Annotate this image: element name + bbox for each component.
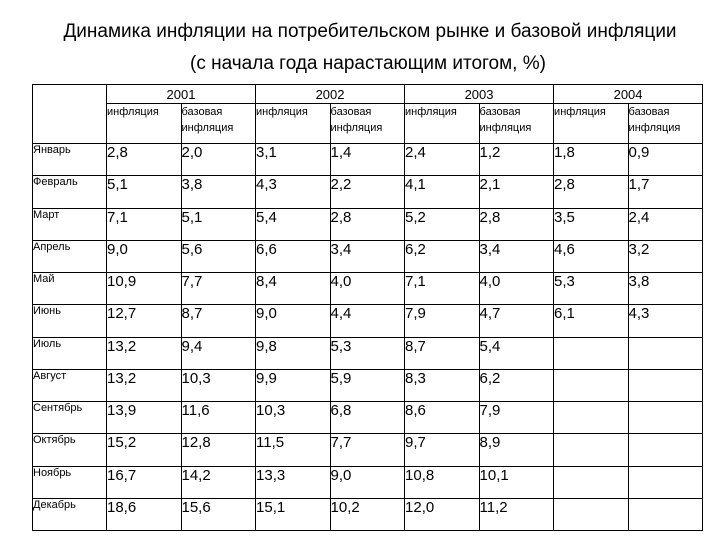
core-inflation-value-cell: 7,7 — [181, 273, 256, 305]
inflation-value-cell: 5,4 — [256, 208, 331, 240]
inflation-value-cell: 2,4 — [405, 144, 480, 176]
core-inflation-value-cell: 3,2 — [628, 240, 703, 272]
inflation-value-cell: 13,2 — [107, 369, 182, 401]
inflation-value-cell: 7,1 — [107, 208, 182, 240]
inflation-value-cell: 7,9 — [405, 305, 480, 337]
table-row — [33, 305, 703, 337]
inflation-value-cell: 9,9 — [256, 369, 331, 401]
core-inflation-value-cell: 8,9 — [479, 434, 554, 466]
inflation-table — [32, 84, 703, 531]
inflation-subheader: инфляция — [256, 104, 331, 144]
inflation-value-cell: 13,3 — [256, 466, 331, 498]
table-body — [33, 144, 703, 531]
core-inflation-value-cell: 2,2 — [330, 176, 405, 208]
core-inflation-value-cell: 11,6 — [181, 402, 256, 434]
core-inflation-value-cell: 3,4 — [330, 240, 405, 272]
core-inflation-value-cell: 9,4 — [181, 337, 256, 369]
page-subtitle: (с начала года нарастающим итогом, %) — [190, 53, 546, 74]
core-inflation-value-cell: 2,1 — [479, 176, 554, 208]
inflation-value-cell: 15,2 — [107, 434, 182, 466]
inflation-value-cell: 8,3 — [405, 369, 480, 401]
table-row — [33, 208, 703, 240]
core-inflation-subheader: базовая инфляция — [181, 104, 256, 144]
core-inflation-subheader: базовая инфляция — [479, 104, 554, 144]
core-inflation-value-cell — [628, 337, 703, 369]
inflation-value-cell: 2,8 — [107, 144, 182, 176]
inflation-value-cell: 9,0 — [256, 305, 331, 337]
inflation-subheader: инфляция — [554, 104, 629, 144]
inflation-value-cell: 1,8 — [554, 144, 629, 176]
month-cell: Февраль — [33, 176, 107, 208]
inflation-value-cell — [554, 434, 629, 466]
core-inflation-value-cell: 11,2 — [479, 498, 554, 530]
core-inflation-value-cell: 4,7 — [479, 305, 554, 337]
table-row — [33, 337, 703, 369]
table-row — [33, 144, 703, 176]
core-inflation-value-cell: 10,1 — [479, 466, 554, 498]
month-cell: Март — [33, 208, 107, 240]
core-inflation-value-cell: 2,4 — [628, 208, 703, 240]
month-cell: Август — [33, 369, 107, 401]
core-inflation-value-cell — [628, 402, 703, 434]
month-cell: Май — [33, 273, 107, 305]
month-cell: Ноябрь — [33, 466, 107, 498]
year-header: 2003 — [405, 85, 554, 104]
inflation-value-cell — [554, 337, 629, 369]
inflation-value-cell: 4,1 — [405, 176, 480, 208]
core-inflation-value-cell: 5,4 — [479, 337, 554, 369]
table-row — [33, 466, 703, 498]
month-cell: Июнь — [33, 305, 107, 337]
core-inflation-value-cell: 1,7 — [628, 176, 703, 208]
subheader-row — [33, 104, 703, 144]
header-corner-cell — [33, 85, 107, 144]
core-inflation-value-cell: 4,0 — [330, 273, 405, 305]
inflation-value-cell: 9,0 — [107, 240, 182, 272]
inflation-value-cell: 3,5 — [554, 208, 629, 240]
inflation-value-cell — [554, 369, 629, 401]
core-inflation-value-cell: 6,2 — [479, 369, 554, 401]
core-inflation-value-cell: 5,6 — [181, 240, 256, 272]
page-title: Динамика инфляции на потребительском рынке и базовой инфляции — [63, 21, 677, 42]
inflation-value-cell: 12,7 — [107, 305, 182, 337]
table-row — [33, 273, 703, 305]
table-row — [33, 369, 703, 401]
year-header: 2002 — [256, 85, 405, 104]
month-cell: Декабрь — [33, 498, 107, 530]
month-cell: Апрель — [33, 240, 107, 272]
inflation-value-cell: 3,1 — [256, 144, 331, 176]
core-inflation-subheader: базовая инфляция — [628, 104, 703, 144]
core-inflation-value-cell — [628, 466, 703, 498]
core-inflation-value-cell: 3,4 — [479, 240, 554, 272]
inflation-value-cell: 6,6 — [256, 240, 331, 272]
core-inflation-value-cell: 2,8 — [330, 208, 405, 240]
core-inflation-value-cell: 2,8 — [479, 208, 554, 240]
core-inflation-value-cell: 3,8 — [181, 176, 256, 208]
core-inflation-value-cell: 7,7 — [330, 434, 405, 466]
core-inflation-value-cell: 2,0 — [181, 144, 256, 176]
inflation-value-cell: 7,1 — [405, 273, 480, 305]
core-inflation-value-cell: 10,2 — [330, 498, 405, 530]
year-header: 2004 — [554, 85, 703, 104]
core-inflation-value-cell — [628, 369, 703, 401]
inflation-value-cell: 2,8 — [554, 176, 629, 208]
core-inflation-value-cell: 1,4 — [330, 144, 405, 176]
inflation-value-cell: 10,9 — [107, 273, 182, 305]
inflation-value-cell: 12,0 — [405, 498, 480, 530]
inflation-value-cell: 5,3 — [554, 273, 629, 305]
core-inflation-value-cell: 5,3 — [330, 337, 405, 369]
inflation-value-cell: 15,1 — [256, 498, 331, 530]
core-inflation-value-cell: 1,2 — [479, 144, 554, 176]
table-row — [33, 176, 703, 208]
inflation-value-cell: 8,6 — [405, 402, 480, 434]
inflation-value-cell: 16,7 — [107, 466, 182, 498]
core-inflation-value-cell: 0,9 — [628, 144, 703, 176]
inflation-value-cell: 10,3 — [256, 402, 331, 434]
core-inflation-value-cell: 4,3 — [628, 305, 703, 337]
inflation-value-cell: 6,1 — [554, 305, 629, 337]
table-row — [33, 498, 703, 530]
month-cell: Сентябрь — [33, 402, 107, 434]
table-row — [33, 240, 703, 272]
inflation-value-cell: 10,8 — [405, 466, 480, 498]
table-row — [33, 402, 703, 434]
core-inflation-subheader: базовая инфляция — [330, 104, 405, 144]
inflation-value-cell: 11,5 — [256, 434, 331, 466]
core-inflation-value-cell: 4,0 — [479, 273, 554, 305]
inflation-value-cell: 8,7 — [405, 337, 480, 369]
core-inflation-value-cell: 7,9 — [479, 402, 554, 434]
table-header — [33, 85, 703, 144]
inflation-value-cell — [554, 466, 629, 498]
month-cell: Октябрь — [33, 434, 107, 466]
inflation-subheader: инфляция — [405, 104, 480, 144]
inflation-value-cell: 4,6 — [554, 240, 629, 272]
core-inflation-value-cell: 10,3 — [181, 369, 256, 401]
inflation-value-cell: 4,3 — [256, 176, 331, 208]
table-row — [33, 434, 703, 466]
inflation-value-cell: 13,9 — [107, 402, 182, 434]
core-inflation-value-cell: 9,0 — [330, 466, 405, 498]
inflation-value-cell: 9,8 — [256, 337, 331, 369]
core-inflation-value-cell: 3,8 — [628, 273, 703, 305]
inflation-value-cell: 18,6 — [107, 498, 182, 530]
core-inflation-value-cell: 8,7 — [181, 305, 256, 337]
month-cell: Июль — [33, 337, 107, 369]
inflation-value-cell: 13,2 — [107, 337, 182, 369]
inflation-value-cell — [554, 402, 629, 434]
inflation-value-cell: 6,2 — [405, 240, 480, 272]
core-inflation-value-cell: 6,8 — [330, 402, 405, 434]
inflation-value-cell: 5,2 — [405, 208, 480, 240]
inflation-value-cell: 5,1 — [107, 176, 182, 208]
month-cell: Январь — [33, 144, 107, 176]
inflation-subheader: инфляция — [107, 104, 182, 144]
core-inflation-value-cell: 12,8 — [181, 434, 256, 466]
core-inflation-value-cell: 4,4 — [330, 305, 405, 337]
inflation-value-cell: 9,7 — [405, 434, 480, 466]
core-inflation-value-cell: 15,6 — [181, 498, 256, 530]
inflation-value-cell: 8,4 — [256, 273, 331, 305]
core-inflation-value-cell: 5,9 — [330, 369, 405, 401]
year-header: 2001 — [107, 85, 256, 104]
year-header-row — [33, 85, 703, 104]
core-inflation-value-cell — [628, 434, 703, 466]
core-inflation-value-cell — [628, 498, 703, 530]
core-inflation-value-cell: 14,2 — [181, 466, 256, 498]
core-inflation-value-cell: 5,1 — [181, 208, 256, 240]
inflation-value-cell — [554, 498, 629, 530]
